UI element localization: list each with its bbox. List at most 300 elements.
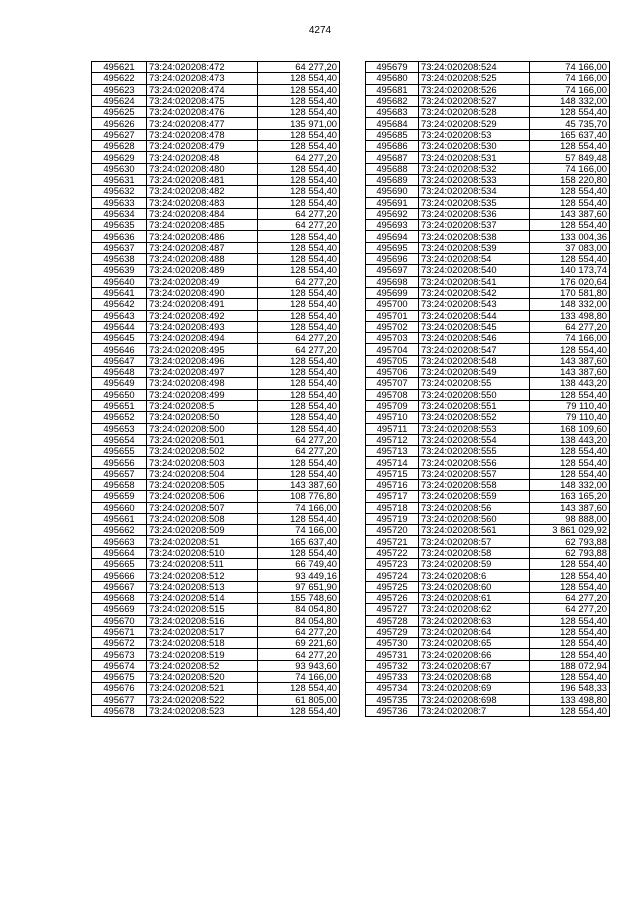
table-row — [92, 118, 340, 129]
table-row — [92, 163, 340, 174]
table-row — [92, 265, 340, 276]
table-row — [92, 694, 340, 705]
value-cell: 188 072,94 — [530, 660, 610, 671]
table-row — [366, 73, 610, 84]
value-cell: 128 554,40 — [258, 107, 340, 118]
value-cell: 128 554,40 — [530, 457, 610, 468]
table-row — [366, 129, 610, 140]
value-cell: 74 166,00 — [258, 672, 340, 683]
value-cell: 128 554,40 — [258, 84, 340, 95]
table-row — [92, 502, 340, 513]
cadastral-number-cell: 73:24:020208:55 — [419, 378, 530, 389]
cadastral-number-cell: 73:24:020208:560 — [419, 513, 530, 524]
table-row — [92, 423, 340, 434]
record-number-cell: 495623 — [92, 84, 147, 95]
record-number-cell: 495721 — [366, 536, 419, 547]
value-cell: 128 554,40 — [258, 423, 340, 434]
record-number-cell: 495649 — [92, 378, 147, 389]
table-row — [92, 84, 340, 95]
record-number-cell: 495683 — [366, 107, 419, 118]
cadastral-number-cell: 73:24:020208:555 — [419, 446, 530, 457]
value-cell: 128 554,40 — [530, 626, 610, 637]
value-cell: 148 332,00 — [530, 95, 610, 106]
table-row — [92, 333, 340, 344]
cadastral-number-cell: 73:24:020208:474 — [147, 84, 258, 95]
cadastral-number-cell: 73:24:020208:510 — [147, 547, 258, 558]
value-cell: 128 554,40 — [258, 129, 340, 140]
record-number-cell: 495631 — [92, 174, 147, 185]
record-number-cell: 495641 — [92, 287, 147, 298]
value-cell: 128 554,40 — [258, 378, 340, 389]
value-cell: 128 554,40 — [530, 570, 610, 581]
record-number-cell: 495658 — [92, 479, 147, 490]
cadastral-number-cell: 73:24:020208:499 — [147, 389, 258, 400]
table-row — [92, 231, 340, 242]
cadastral-number-cell: 73:24:020208:522 — [147, 694, 258, 705]
table-row — [92, 592, 340, 603]
table-row — [92, 208, 340, 219]
record-number-cell: 495691 — [366, 197, 419, 208]
value-cell: 64 277,20 — [258, 649, 340, 660]
table-row — [366, 592, 610, 603]
record-number-cell: 495638 — [92, 254, 147, 265]
table-row — [366, 547, 610, 558]
record-number-cell: 495659 — [92, 491, 147, 502]
value-cell: 84 054,80 — [258, 604, 340, 615]
record-number-cell: 495712 — [366, 434, 419, 445]
value-cell: 64 277,20 — [530, 321, 610, 332]
record-number-cell: 495629 — [92, 152, 147, 163]
value-cell: 143 387,60 — [530, 367, 610, 378]
table-row — [92, 660, 340, 671]
cadastral-number-cell: 73:24:020208:6 — [419, 570, 530, 581]
value-cell: 84 054,80 — [258, 615, 340, 626]
value-cell: 128 554,40 — [530, 220, 610, 231]
record-number-cell: 495675 — [92, 672, 147, 683]
table-row — [92, 95, 340, 106]
table-row — [366, 208, 610, 219]
cadastral-number-cell: 73:24:020208:496 — [147, 355, 258, 366]
value-cell: 64 277,20 — [258, 434, 340, 445]
table-row — [366, 536, 610, 547]
cadastral-number-cell: 73:24:020208:552 — [419, 412, 530, 423]
table-row — [366, 107, 610, 118]
value-cell: 74 166,00 — [258, 502, 340, 513]
table-row — [92, 604, 340, 615]
cadastral-number-cell: 73:24:020208:554 — [419, 434, 530, 445]
cadastral-number-cell: 73:24:020208:69 — [419, 683, 530, 694]
table-row — [366, 559, 610, 570]
value-cell: 128 554,40 — [258, 367, 340, 378]
cadastral-number-cell: 73:24:020208:473 — [147, 73, 258, 84]
record-number-cell: 495674 — [92, 660, 147, 671]
record-number-cell: 495701 — [366, 310, 419, 321]
table-row — [92, 141, 340, 152]
cadastral-number-cell: 73:24:020208:509 — [147, 525, 258, 536]
cadastral-number-cell: 73:24:020208:533 — [419, 174, 530, 185]
value-cell: 158 220,80 — [530, 174, 610, 185]
value-cell: 163 165,20 — [530, 491, 610, 502]
cadastral-number-cell: 73:24:020208:484 — [147, 208, 258, 219]
cadastral-number-cell: 73:24:020208:495 — [147, 344, 258, 355]
table-row — [366, 604, 610, 615]
record-number-cell: 495632 — [92, 186, 147, 197]
record-number-cell: 495668 — [92, 592, 147, 603]
value-cell: 97 651,90 — [258, 581, 340, 592]
cadastral-number-cell: 73:24:020208:505 — [147, 479, 258, 490]
record-number-cell: 495681 — [366, 84, 419, 95]
value-cell: 64 277,20 — [530, 604, 610, 615]
cadastral-number-cell: 73:24:020208:482 — [147, 186, 258, 197]
table-row — [92, 434, 340, 445]
table-row — [366, 502, 610, 513]
value-cell: 128 554,40 — [530, 649, 610, 660]
record-number-cell: 495663 — [92, 536, 147, 547]
record-number-cell: 495676 — [92, 683, 147, 694]
value-cell: 128 554,40 — [258, 186, 340, 197]
record-number-cell: 495672 — [92, 638, 147, 649]
record-number-cell: 495688 — [366, 163, 419, 174]
record-number-cell: 495642 — [92, 299, 147, 310]
table-row — [366, 265, 610, 276]
value-cell: 128 554,40 — [258, 163, 340, 174]
table-row — [366, 434, 610, 445]
cadastral-number-cell: 73:24:020208:491 — [147, 299, 258, 310]
table-row — [366, 581, 610, 592]
table-row — [92, 129, 340, 140]
record-number-cell: 495707 — [366, 378, 419, 389]
value-cell: 64 277,20 — [258, 220, 340, 231]
table-row — [366, 344, 610, 355]
table-row — [366, 141, 610, 152]
left-table-body — [92, 62, 340, 717]
value-cell: 74 166,00 — [530, 84, 610, 95]
table-row — [92, 705, 340, 716]
record-number-cell: 495679 — [366, 62, 419, 73]
cadastral-number-cell: 73:24:020208:480 — [147, 163, 258, 174]
record-number-cell: 495687 — [366, 152, 419, 163]
table-row — [92, 446, 340, 457]
record-number-cell: 495645 — [92, 333, 147, 344]
value-cell: 128 554,40 — [258, 254, 340, 265]
record-number-cell: 495640 — [92, 276, 147, 287]
value-cell: 45 735,70 — [530, 118, 610, 129]
value-cell: 170 581,80 — [530, 287, 610, 298]
value-cell: 69 221,60 — [258, 638, 340, 649]
value-cell: 98 888,00 — [530, 513, 610, 524]
record-number-cell: 495703 — [366, 333, 419, 344]
record-number-cell: 495727 — [366, 604, 419, 615]
table-row — [92, 355, 340, 366]
value-cell: 128 554,40 — [530, 186, 610, 197]
table-row — [92, 581, 340, 592]
table-row — [366, 276, 610, 287]
value-cell: 128 554,40 — [258, 197, 340, 208]
record-number-cell: 495698 — [366, 276, 419, 287]
record-number-cell: 495685 — [366, 129, 419, 140]
cadastral-number-cell: 73:24:020208:550 — [419, 389, 530, 400]
cadastral-number-cell: 73:24:020208:54 — [419, 254, 530, 265]
cadastral-number-cell: 73:24:020208:541 — [419, 276, 530, 287]
cadastral-number-cell: 73:24:020208:542 — [419, 287, 530, 298]
record-number-cell: 495715 — [366, 468, 419, 479]
record-number-cell: 495704 — [366, 344, 419, 355]
value-cell: 133 498,80 — [530, 310, 610, 321]
record-number-cell: 495656 — [92, 457, 147, 468]
record-number-cell: 495697 — [366, 265, 419, 276]
table-row — [366, 378, 610, 389]
value-cell: 128 554,40 — [530, 468, 610, 479]
page-number: 4274 — [308, 25, 332, 36]
cadastral-number-cell: 73:24:020208:487 — [147, 242, 258, 253]
record-number-cell: 495711 — [366, 423, 419, 434]
cadastral-number-cell: 73:24:020208:531 — [419, 152, 530, 163]
record-number-cell: 495720 — [366, 525, 419, 536]
cadastral-number-cell: 73:24:020208:561 — [419, 525, 530, 536]
value-cell: 64 277,20 — [258, 344, 340, 355]
cadastral-number-cell: 73:24:020208:558 — [419, 479, 530, 490]
table-row — [366, 174, 610, 185]
table-row — [366, 446, 610, 457]
cadastral-number-cell: 73:24:020208:64 — [419, 626, 530, 637]
value-cell: 128 554,40 — [530, 615, 610, 626]
value-cell: 37 083,00 — [530, 242, 610, 253]
table-row — [92, 344, 340, 355]
cadastral-number-cell: 73:24:020208:500 — [147, 423, 258, 434]
cadastral-number-cell: 73:24:020208:536 — [419, 208, 530, 219]
table-row — [366, 186, 610, 197]
cadastral-number-cell: 73:24:020208:535 — [419, 197, 530, 208]
table-row — [366, 638, 610, 649]
record-number-cell: 495651 — [92, 400, 147, 411]
table-row — [366, 694, 610, 705]
record-number-cell: 495718 — [366, 502, 419, 513]
cadastral-number-cell: 73:24:020208:60 — [419, 581, 530, 592]
table-row — [92, 536, 340, 547]
value-cell: 61 805,00 — [258, 694, 340, 705]
value-cell: 128 554,40 — [530, 107, 610, 118]
record-number-cell: 495624 — [92, 95, 147, 106]
record-number-cell: 495678 — [92, 705, 147, 716]
cadastral-number-cell: 73:24:020208:513 — [147, 581, 258, 592]
record-number-cell: 495713 — [366, 446, 419, 457]
cadastral-number-cell: 73:24:020208:521 — [147, 683, 258, 694]
value-cell: 128 554,40 — [530, 638, 610, 649]
table-row — [366, 310, 610, 321]
value-cell: 62 793,88 — [530, 547, 610, 558]
table-row — [366, 95, 610, 106]
cadastral-number-cell: 73:24:020208:50 — [147, 412, 258, 423]
value-cell: 128 554,40 — [258, 705, 340, 716]
value-cell: 74 166,00 — [530, 333, 610, 344]
table-row — [92, 73, 340, 84]
table-row — [92, 683, 340, 694]
table-row — [92, 547, 340, 558]
value-cell: 128 554,40 — [530, 705, 610, 716]
record-number-cell: 495714 — [366, 457, 419, 468]
record-number-cell: 495723 — [366, 559, 419, 570]
record-number-cell: 495719 — [366, 513, 419, 524]
cadastral-number-cell: 73:24:020208:5 — [147, 400, 258, 411]
value-cell: 108 776,80 — [258, 491, 340, 502]
record-number-cell: 495657 — [92, 468, 147, 479]
value-cell: 93 943,60 — [258, 660, 340, 671]
value-cell: 128 554,40 — [258, 287, 340, 298]
record-number-cell: 495682 — [366, 95, 419, 106]
value-cell: 128 554,40 — [258, 457, 340, 468]
cadastral-number-cell: 73:24:020208:476 — [147, 107, 258, 118]
cadastral-number-cell: 73:24:020208:517 — [147, 626, 258, 637]
record-number-cell: 495630 — [92, 163, 147, 174]
record-number-cell: 495702 — [366, 321, 419, 332]
cadastral-number-cell: 73:24:020208:516 — [147, 615, 258, 626]
value-cell: 138 443,20 — [530, 378, 610, 389]
cadastral-number-cell: 73:24:020208:503 — [147, 457, 258, 468]
record-number-cell: 495654 — [92, 434, 147, 445]
value-cell: 128 554,40 — [258, 321, 340, 332]
record-number-cell: 495627 — [92, 129, 147, 140]
cadastral-number-cell: 73:24:020208:529 — [419, 118, 530, 129]
value-cell: 140 173,74 — [530, 265, 610, 276]
record-number-cell: 495728 — [366, 615, 419, 626]
value-cell: 64 277,20 — [258, 276, 340, 287]
cadastral-number-cell: 73:24:020208:551 — [419, 400, 530, 411]
record-number-cell: 495637 — [92, 242, 147, 253]
value-cell: 128 554,40 — [530, 559, 610, 570]
cadastral-number-cell: 73:24:020208:63 — [419, 615, 530, 626]
value-cell: 3 861 029,92 — [530, 525, 610, 536]
cadastral-number-cell: 73:24:020208:62 — [419, 604, 530, 615]
value-cell: 79 110,40 — [530, 400, 610, 411]
record-number-cell: 495653 — [92, 423, 147, 434]
left-register-table — [91, 61, 340, 717]
value-cell: 148 332,00 — [530, 299, 610, 310]
cadastral-number-cell: 73:24:020208:53 — [419, 129, 530, 140]
value-cell: 128 554,40 — [258, 73, 340, 84]
value-cell: 64 277,20 — [530, 592, 610, 603]
value-cell: 143 387,60 — [530, 208, 610, 219]
record-number-cell: 495692 — [366, 208, 419, 219]
table-row — [366, 649, 610, 660]
record-number-cell: 495735 — [366, 694, 419, 705]
table-row — [366, 468, 610, 479]
value-cell: 128 554,40 — [258, 389, 340, 400]
record-number-cell: 495635 — [92, 220, 147, 231]
table-row — [366, 152, 610, 163]
record-number-cell: 495673 — [92, 649, 147, 660]
cadastral-number-cell: 73:24:020208:48 — [147, 152, 258, 163]
table-row — [366, 321, 610, 332]
table-row — [92, 276, 340, 287]
cadastral-number-cell: 73:24:020208:556 — [419, 457, 530, 468]
record-number-cell: 495633 — [92, 197, 147, 208]
value-cell: 74 166,00 — [530, 163, 610, 174]
value-cell: 128 554,40 — [258, 231, 340, 242]
record-number-cell: 495724 — [366, 570, 419, 581]
cadastral-number-cell: 73:24:020208:508 — [147, 513, 258, 524]
cadastral-number-cell: 73:24:020208:528 — [419, 107, 530, 118]
record-number-cell: 495725 — [366, 581, 419, 592]
record-number-cell: 495661 — [92, 513, 147, 524]
table-row — [366, 84, 610, 95]
record-number-cell: 495695 — [366, 242, 419, 253]
table-row — [92, 174, 340, 185]
cadastral-number-cell: 73:24:020208:485 — [147, 220, 258, 231]
table-row — [92, 220, 340, 231]
cadastral-number-cell: 73:24:020208:501 — [147, 434, 258, 445]
record-number-cell: 495708 — [366, 389, 419, 400]
record-number-cell: 495689 — [366, 174, 419, 185]
table-row — [366, 491, 610, 502]
table-row — [92, 299, 340, 310]
value-cell: 135 971,00 — [258, 118, 340, 129]
record-number-cell: 495699 — [366, 287, 419, 298]
cadastral-number-cell: 73:24:020208:479 — [147, 141, 258, 152]
cadastral-number-cell: 73:24:020208:537 — [419, 220, 530, 231]
value-cell: 143 387,60 — [258, 479, 340, 490]
record-number-cell: 495677 — [92, 694, 147, 705]
table-row — [92, 367, 340, 378]
value-cell: 74 166,00 — [530, 62, 610, 73]
cadastral-number-cell: 73:24:020208:526 — [419, 84, 530, 95]
value-cell: 64 277,20 — [258, 333, 340, 344]
cadastral-number-cell: 73:24:020208:483 — [147, 197, 258, 208]
cadastral-number-cell: 73:24:020208:7 — [419, 705, 530, 716]
table-row — [366, 525, 610, 536]
table-row — [92, 400, 340, 411]
cadastral-number-cell: 73:24:020208:66 — [419, 649, 530, 660]
cadastral-number-cell: 73:24:020208:475 — [147, 95, 258, 106]
table-row — [366, 163, 610, 174]
value-cell: 128 554,40 — [258, 174, 340, 185]
value-cell: 128 554,40 — [258, 242, 340, 253]
cadastral-number-cell: 73:24:020208:49 — [147, 276, 258, 287]
table-row — [366, 672, 610, 683]
record-number-cell: 495706 — [366, 367, 419, 378]
cadastral-number-cell: 73:24:020208:557 — [419, 468, 530, 479]
record-number-cell: 495626 — [92, 118, 147, 129]
cadastral-number-cell: 73:24:020208:520 — [147, 672, 258, 683]
cadastral-number-cell: 73:24:020208:525 — [419, 73, 530, 84]
table-row — [366, 570, 610, 581]
cadastral-number-cell: 73:24:020208:532 — [419, 163, 530, 174]
value-cell: 165 637,40 — [258, 536, 340, 547]
value-cell: 133 498,80 — [530, 694, 610, 705]
record-number-cell: 495652 — [92, 412, 147, 423]
cadastral-number-cell: 73:24:020208:497 — [147, 367, 258, 378]
record-number-cell: 495648 — [92, 367, 147, 378]
table-row — [92, 513, 340, 524]
record-number-cell: 495646 — [92, 344, 147, 355]
value-cell: 133 004,36 — [530, 231, 610, 242]
table-row — [366, 231, 610, 242]
value-cell: 128 554,40 — [530, 141, 610, 152]
record-number-cell: 495734 — [366, 683, 419, 694]
record-number-cell: 495643 — [92, 310, 147, 321]
value-cell: 128 554,40 — [258, 400, 340, 411]
cadastral-number-cell: 73:24:020208:543 — [419, 299, 530, 310]
cadastral-number-cell: 73:24:020208:504 — [147, 468, 258, 479]
table-row — [366, 479, 610, 490]
record-number-cell: 495662 — [92, 525, 147, 536]
cadastral-number-cell: 73:24:020208:518 — [147, 638, 258, 649]
table-row — [366, 242, 610, 253]
value-cell: 155 748,60 — [258, 592, 340, 603]
table-row — [366, 683, 610, 694]
cadastral-number-cell: 73:24:020208:547 — [419, 344, 530, 355]
value-cell: 128 554,40 — [258, 310, 340, 321]
cadastral-number-cell: 73:24:020208:546 — [419, 333, 530, 344]
